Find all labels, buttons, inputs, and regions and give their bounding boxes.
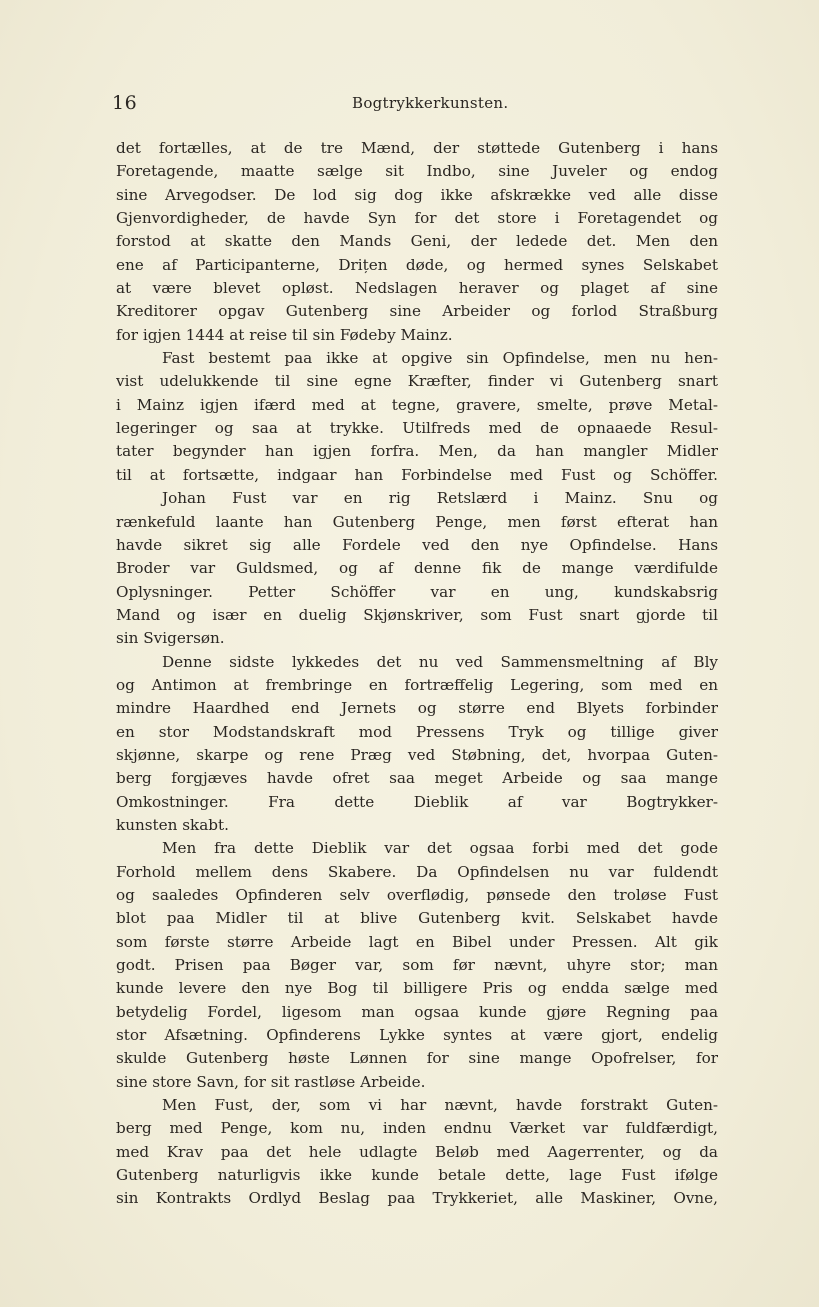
text-line: tater begynder han igjen forfra. Men, da han mangler Midler — [116, 442, 718, 461]
page-number: 16 — [112, 92, 138, 114]
text-line: sin Kontrakts Ordlyd Beslag paa Trykkeriet, alle Maskiner, Ovne, — [116, 1189, 718, 1208]
text-line: Forhold mellem dens Skabere. Da Opfindelsen nu var fuldendt — [116, 862, 718, 881]
text-line: Oplysninger. Petter Schöffer var en ung, kundskabsrig — [116, 582, 718, 601]
text-line: sin Svigersøn. — [116, 629, 225, 648]
body-text — [116, 137, 718, 1211]
text-line: forstod at skatte den Mands Geni, der ledede det. Men den — [116, 232, 718, 251]
text-line: Mand og især en duelig Skjønskriver, som Fust snart gjorde til — [116, 605, 718, 624]
text-line: Gutenberg naturligvis ikke kunde betale dette, lage Fust ifølge — [116, 1166, 718, 1185]
text-line: for igjen 1444 at reise til sin Fødeby Mainz. — [116, 325, 453, 344]
text-line: Foretagende, maatte sælge sit Indbo, sine Juveler og endog — [116, 162, 718, 181]
text-line: berg med Penge, kom nu, inden endnu Værket var fuldfærdigt, — [116, 1119, 718, 1138]
text-line: som første større Arbeide lagt en Bibel under Pressen. Alt gik — [116, 932, 718, 951]
text-line: en stor Modstandskraft mod Pressens Tryk og tillige giver — [116, 722, 718, 741]
text-line: Gjenvordigheder, de havde Syn for det store i Foretagendet og — [116, 209, 718, 228]
text-line: og Antimon at frembringe en fortræffelig Legering, som med en — [116, 675, 718, 694]
text-line: Men Fust, der, som vi har nævnt, havde forstrakt Guten- — [162, 1096, 718, 1115]
text-line: Kreditorer opgav Gutenberg sine Arbeider og forlod Straßburg — [116, 302, 718, 321]
text-line: skulde Gutenberg høste Lønnen for sine mange Opofrelser, for — [116, 1049, 718, 1068]
text-line: legeringer og saa at trykke. Utilfreds med de opnaaede Resul- — [116, 419, 718, 438]
text-line: stor Afsætning. Opfinderens Lykke syntes at være gjort, endelig — [116, 1026, 718, 1045]
running-head: Bogtrykkerkunsten. — [352, 94, 509, 112]
text-line: rænkefuld laante han Gutenberg Penge, men først efterat han — [116, 512, 718, 531]
text-line: i Mainz igjen ifærd med at tegne, gravere, smelte, prøve Metal- — [116, 395, 718, 414]
text-line: Johan Fust var en rig Retslærd i Mainz. Snu og — [162, 489, 718, 508]
text-line: Omkostninger. Fra dette Dieblik af var Bogtrykker- — [116, 792, 718, 811]
text-line: betydelig Fordel, ligesom man ogsaa kunde gjøre Regning paa — [116, 1002, 718, 1021]
text-line: Broder var Guldsmed, og af denne fik de mange værdifulde — [116, 559, 718, 578]
text-line: godt. Prisen paa Bøger var, som før nævnt, uhyre stor; man — [116, 956, 718, 975]
text-line: ene af Participanterne, Drițen døde, og hermed synes Selskabet — [116, 255, 718, 274]
text-line: med Krav paa det hele udlagte Beløb med Aagerrenter, og da — [116, 1142, 718, 1161]
text-line: blot paa Midler til at blive Gutenberg kvit. Selskabet havde — [116, 909, 718, 928]
text-line: til at fortsætte, indgaar han Forbindelse med Fust og Schöffer. — [116, 465, 718, 484]
text-line: kunde levere den nye Bog til billigere Pris og endda sælge med — [116, 979, 718, 998]
text-line: Denne sidste lykkedes det nu ved Sammensmeltning af Bly — [162, 652, 718, 671]
text-line: det fortælles, at de tre Mænd, der støttede Gutenberg i hans — [116, 139, 718, 157]
text-line: mindre Haardhed end Jernets og større end Blyets forbinder — [116, 699, 718, 718]
text-line: Fast bestemt paa ikke at opgive sin Opfindelse, men nu hen- — [162, 349, 718, 368]
text-line: at være blevet opløst. Nedslagen heraver og plaget af sine — [116, 279, 718, 298]
text-line: vist udelukkende til sine egne Kræfter, finder vi Gutenberg snart — [116, 372, 718, 391]
text-line: sine Arvegodser. De lod sig dog ikke afskrække ved alle disse — [116, 185, 718, 204]
text-line: og saaledes Opfinderen selv overflødig, pønsede den troløse Fust — [116, 886, 718, 904]
text-line: kunsten skabt. — [116, 815, 229, 834]
text-line: skjønne, skarpe og rene Præg ved Støbning, det, hvorpaa Guten- — [116, 745, 718, 764]
text-line: sine store Savn, for sit rastløse Arbeide. — [116, 1072, 426, 1091]
text-line: berg forgjæves havde ofret saa meget Arbeide og saa mange — [116, 769, 718, 788]
text-line: havde sikret sig alle Fordele ved den nye Opfindelse. Hans — [116, 535, 718, 554]
text-line: Men fra dette Dieblik var det ogsaa forbi med det gode — [162, 839, 718, 858]
page-header — [112, 92, 712, 120]
